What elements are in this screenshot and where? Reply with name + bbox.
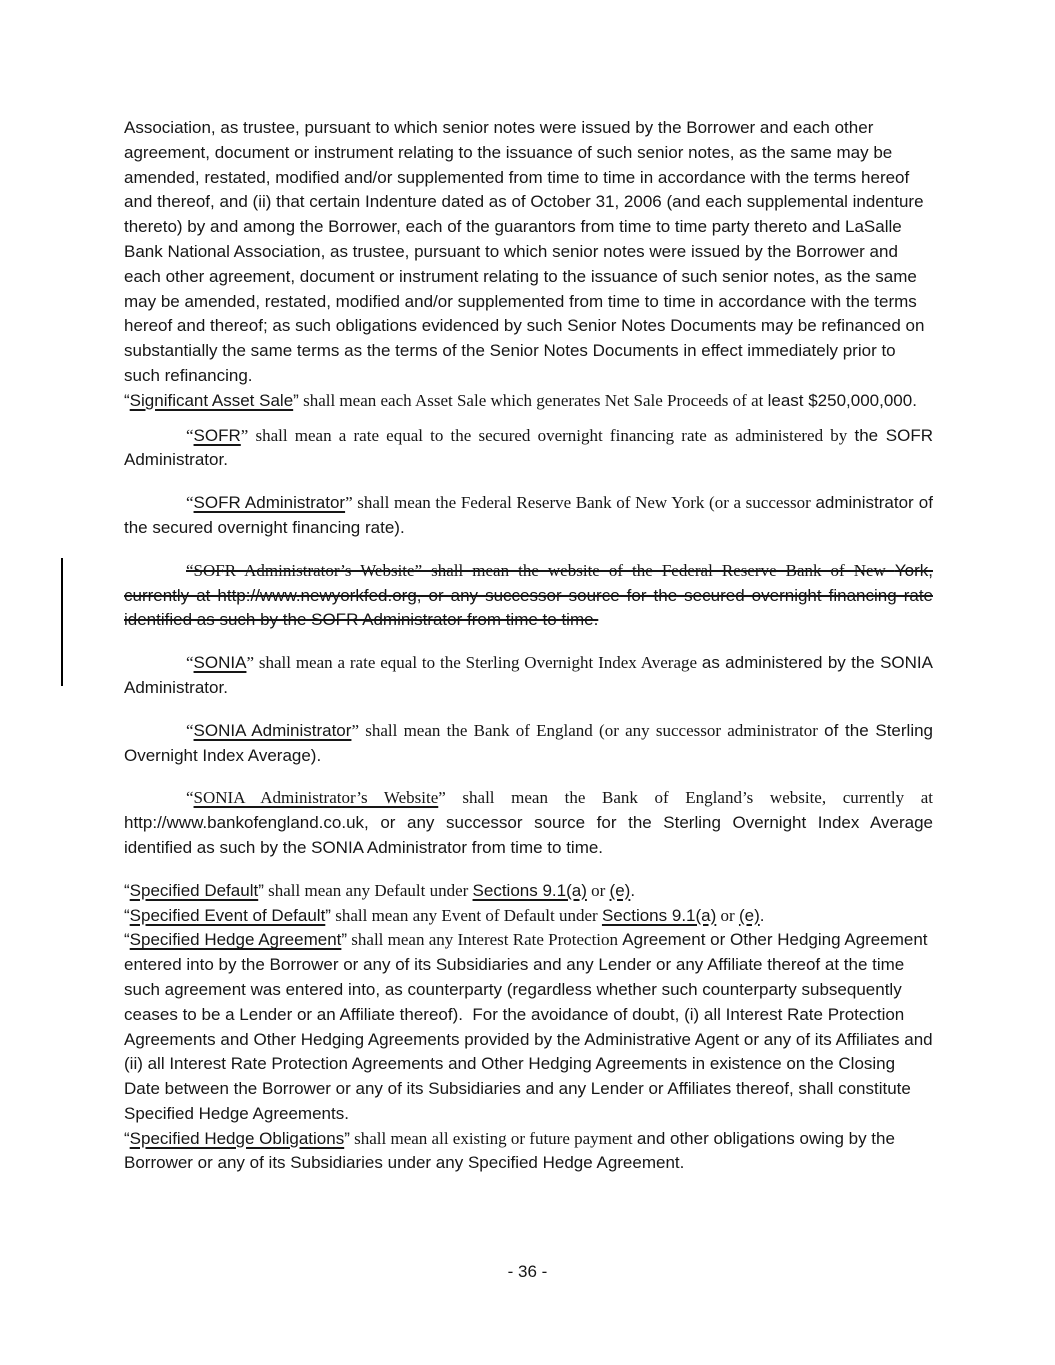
defined-term: (e) [609,880,631,900]
defined-term: SONIA [193,653,247,673]
text-run: administrator of the secured overnight financing rate). [124,493,933,537]
paragraph-definition-significant-asset-sale [124,389,933,414]
paragraph-definition-specified-hedge-obligations [124,1127,933,1177]
defined-term: SONIA Administrator [193,720,352,740]
revision-change-bar [61,558,63,686]
text-run: “ [124,390,130,410]
text-run: ” [246,653,254,673]
text-run: shall mean all existing or future payment [349,1128,637,1148]
paragraph-definition-sonia-administrators-website [124,786,933,860]
text-run: “ [186,493,194,513]
text-run: http://www.bankofengland.co.uk, or any successor source for the Sterling Overnight Index Average identified as such by the SONIA Administrator from time to time. [124,813,933,857]
text-run: Agreement or Other Hedging Agreement entered into by the Borrower or any of its Subsidiaries and any Lender or any Affiliate thereof at the time such agreement was entered into, as counterparty (regardless whether such counterparty subsequently ceases to be a Lender or an Affiliate thereof). For the avoidance of doubt, (i) all Interest Rate Protection Agreements and Other Hedging Agreements provided by the Administrative Agent or any of its Affiliates and (ii) all Interest Rate Protection Agreements and Other Hedging Agreements in existence on the Closing Date between the Borrower or any of its Subsidiaries and any Lender or Affiliates thereof, shall constitute Specified Hedge Agreements. [124,930,933,1123]
text-run: or [586,880,610,900]
text-run: ” [438,788,446,808]
defined-term: Specified Default [129,880,259,900]
text-run: and other obligations owing by the Borrower or any of its Subsidiaries under any Specified Hedge Agreement. [124,1128,895,1173]
text-run: shall mean any Interest Rate Protection [347,930,623,950]
text-run: shall mean a rate equal to the secured overnight financing rate as administered by [248,425,855,445]
text-run: . [759,905,765,925]
text-run: of the Sterling Overnight Index Average). [124,720,934,765]
text-run: ” [351,720,359,740]
text-run: “ [124,880,130,900]
text-run: “ [124,905,130,925]
defined-term: SOFR [193,425,241,445]
defined-term: Specified Event of Default [129,905,326,925]
text-run: ” [344,1128,350,1148]
text-run: the SOFR Administrator. [124,425,933,470]
paragraph-definition-specified-hedge-agreement [124,928,933,1126]
text-run: least $250,000,000. [767,390,917,410]
text-run: . [630,880,636,900]
text-run: ” [293,390,299,410]
document-text [124,116,933,1176]
text-run: “SOFR Administrator’s Website” shall mean the website of the Federal Reserve Bank of New [186,560,895,580]
defined-term: Specified Hedge Obligations [129,1128,345,1148]
text-run: shall mean any Default under [263,880,473,900]
defined-term: Sections 9.1(a) [601,905,717,925]
defined-term: Specified Hedge Agreement [129,930,342,950]
text-run: shall mean the Federal Reserve Bank of New York (or a successor [352,493,816,513]
paragraph-definition-specified-default [124,879,933,904]
text-run: ” [240,425,249,445]
text-run: shall mean the Bank of England (or any successor administrator [358,720,825,740]
text-run: ” [258,880,264,900]
text-run: ” [345,493,353,513]
defined-term: Significant Asset Sale [129,390,294,410]
paragraph-definition-sofr [124,424,933,474]
defined-term: Sections 9.1(a) [472,880,587,900]
text-run: “ [186,425,194,445]
defined-term: (e) [738,905,760,925]
text-run: as administered by the SONIA Administrator. [124,653,933,697]
text-run: York, currently at http://www.newyorkfed.org, or any successor source for the secured overnight financing rate identified as such by the SOFR Administrator from time to time. [124,560,933,630]
text-run: “ [186,788,194,808]
text-run: Association, as trustee, pursuant to which senior notes were issued by the Borrower and each other agreement, document or instrument relating to the issuance of such senior notes, as the same may be amended, restated, modified and/or supplemented from time to time in accordance with the terms hereof and thereof, and (ii) that certain Indenture dated as of October 31, 2006 (and each supplemental indenture thereto) by and among the Borrower, each of the guarantors from time to time party thereto and LaSalle Bank National Association, as trustee, pursuant to which senior notes were issued by the Borrower and each other agreement, document or instrument relating to the issuance of such senior notes, as the same may be amended, restated, modified and/or supplemented from time to time in accordance with the terms hereof and thereof; as such obligations evidenced by such Senior Notes Documents may be refinanced on substantially the same terms as the terms of the Senior Notes Documents in effect immediately prior to such refinancing. [124,118,925,385]
paragraph-definition-sonia-administrator [124,719,933,769]
paragraph-senior-notes-continuation [124,116,933,389]
text-run: shall mean each Asset Sale which generates Net Sale Proceeds of at [298,390,768,410]
paragraph-definition-sofr-administrator [124,491,933,541]
text-run: “ [186,653,194,673]
text-run: or [716,905,739,925]
text-run: ” [341,930,348,950]
text-run: shall mean any Event of Default under [330,905,602,925]
paragraph-definition-sofr-administrators-website-deleted [124,559,933,633]
text-run: shall mean a rate equal to the Sterling Overnight Index Average [254,653,702,673]
text-run: ” [325,905,331,925]
defined-term: SONIA Administrator’s Website [193,788,439,808]
paragraph-definition-specified-event-of-default [124,904,933,929]
text-run: shall mean the Bank of England’s website, currently at [445,788,933,808]
text-run: “ [124,1128,130,1148]
text-run: “ [186,720,194,740]
text-run: “ [124,930,130,950]
defined-term: SOFR Administrator [193,493,346,513]
page-number: - 36 - [507,1262,548,1281]
paragraph-definition-sonia [124,651,933,701]
